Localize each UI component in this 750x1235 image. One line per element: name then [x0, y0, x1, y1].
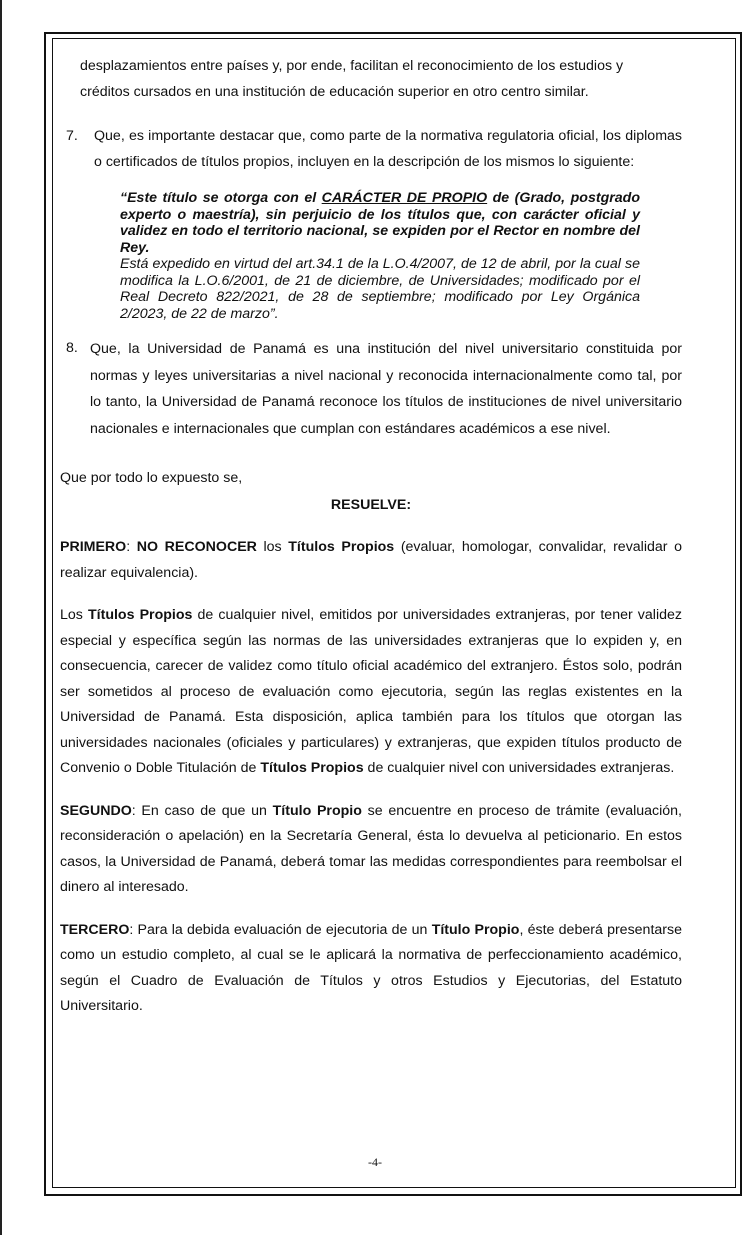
segundo-label: SEGUNDO	[60, 802, 132, 819]
quoted-diploma-text	[120, 190, 640, 322]
item-8-text: Que, la Universidad de Panamá es una institución del nivel universitario constituida por normas y leyes universitarias a nivel nacional y reconocida internacionalmente como tal, por lo tanto, la Universidad de Panamá reconoce los títulos de instituciones de nivel universitario nacionales e internacionales que cumplan con estándares académicos a ese nivel.	[90, 341, 682, 437]
segundo-text-2: se encuentre en proceso de trámite (evaluación, reconsideración o apelación) en la Secretaría General, ésta lo devuelva al peticionario. En estos casos, la Universidad de Panamá, deberá tomar las medidas correspondientes para reembolsar el dinero al interesado.	[60, 802, 682, 895]
segundo-text-1: : En caso de que un	[131, 802, 273, 819]
quote-underlined: CARÁCTER DE PROPIO	[321, 190, 488, 206]
page-number: -4-	[368, 1155, 382, 1169]
quote-italic-rest: Está expedido en virtud del art.34.1 de la L.O.4/2007, de 12 de abril, por la cual se modifica la L.O.6/2001, de 21 de diciembre, de Universidades; modificado por el Real Decreto 822/2021, de 28 de septiembre; modificado por Ley Orgánica 2/2023, de 22 de marzo”.	[120, 256, 640, 322]
tercero-bold-1: Título Propio	[431, 921, 520, 938]
titulos-bold-1: Títulos Propios	[87, 607, 193, 623]
intro-paragraph	[60, 54, 682, 105]
document-body	[60, 50, 682, 1020]
titulos-text-1: Los	[60, 607, 88, 623]
titulos-text-3: de cualquier nivel con universidades extranjeras.	[363, 760, 675, 776]
quote-bold-rest: de (Grado, postgrado experto o maestría), sin perjuicio de los títulos que, con carácter oficial y validez en todo el territorio nacional, se expiden por el Rector en nombre del Rey.	[120, 190, 640, 256]
item-8-number: 8.	[66, 340, 78, 356]
primero-label: PRIMERO	[60, 539, 127, 555]
quote-open: “Este título se otorga con el	[120, 190, 322, 206]
primero-text-1: los	[256, 539, 289, 555]
segundo-paragraph	[60, 799, 682, 901]
tercero-text-1: : Para la debida evaluación de ejecutoria de un	[129, 921, 432, 938]
tercero-label: TERCERO	[60, 921, 130, 938]
titulos-bold-2: Títulos Propios	[260, 760, 364, 776]
primero-bold-1: NO RECONOCER	[136, 539, 257, 555]
intro-line-1: desplazamientos entre países y, por ende, facilitan el reconocimiento de los estudios y	[80, 58, 624, 74]
primero-colon: :	[126, 539, 137, 555]
titulos-text-2: de cualquier nivel, emitidos por universidades extranjeras, por tener validez especial y específica según las normas de las universidades extranjeras que lo expiden y, en consecuencia, carecer de validez como título oficial académico del extranjero. Éstos solo, podrán ser sometidos al proceso de evaluación como ejecutoria, según las reglas existentes en la Universidad de Panamá. Esta disposición, aplica también para los títulos que otorgan las universidades nacionales (oficiales y particulares) y extranjeras, que expiden títulos producto de Convenio o Doble Titulación de	[60, 607, 682, 776]
primero-bold-2: Títulos Propios	[288, 539, 395, 555]
tercero-paragraph	[60, 918, 682, 1020]
tercero-text-2: , éste deberá presentarse como un estudio completo, al cual se le aplicará la normativa de perfeccionamiento académico, según el Cuadro de Evaluación de Títulos y otros Estudios y Ejecutorias, del Estatuto Universitario.	[60, 921, 682, 1014]
item-7-text: Que, es importante destacar que, como parte de la normativa regulatoria oficial, los diplomas o certificados de títulos propios, incluyen en la descripción de los mismos lo siguiente:	[94, 128, 682, 170]
primero-paragraph	[60, 535, 682, 586]
item-7	[60, 124, 682, 175]
titulos-propios-paragraph	[60, 603, 682, 782]
scan-left-edge	[0, 0, 2, 1235]
segundo-bold-1: Título Propio	[272, 802, 362, 819]
item-8	[60, 336, 682, 442]
item-7-number: 7.	[66, 128, 78, 144]
resuelve-heading: RESUELVE:	[330, 496, 412, 513]
intro-line-2: créditos cursados en una institución de educación superior en otro centro similar.	[80, 83, 589, 100]
conclusion-line: Que por todo lo expuesto se,	[60, 470, 243, 486]
primero-text-2: (evaluar, homologar, convalidar, revalidar o realizar equivalencia).	[60, 539, 682, 581]
